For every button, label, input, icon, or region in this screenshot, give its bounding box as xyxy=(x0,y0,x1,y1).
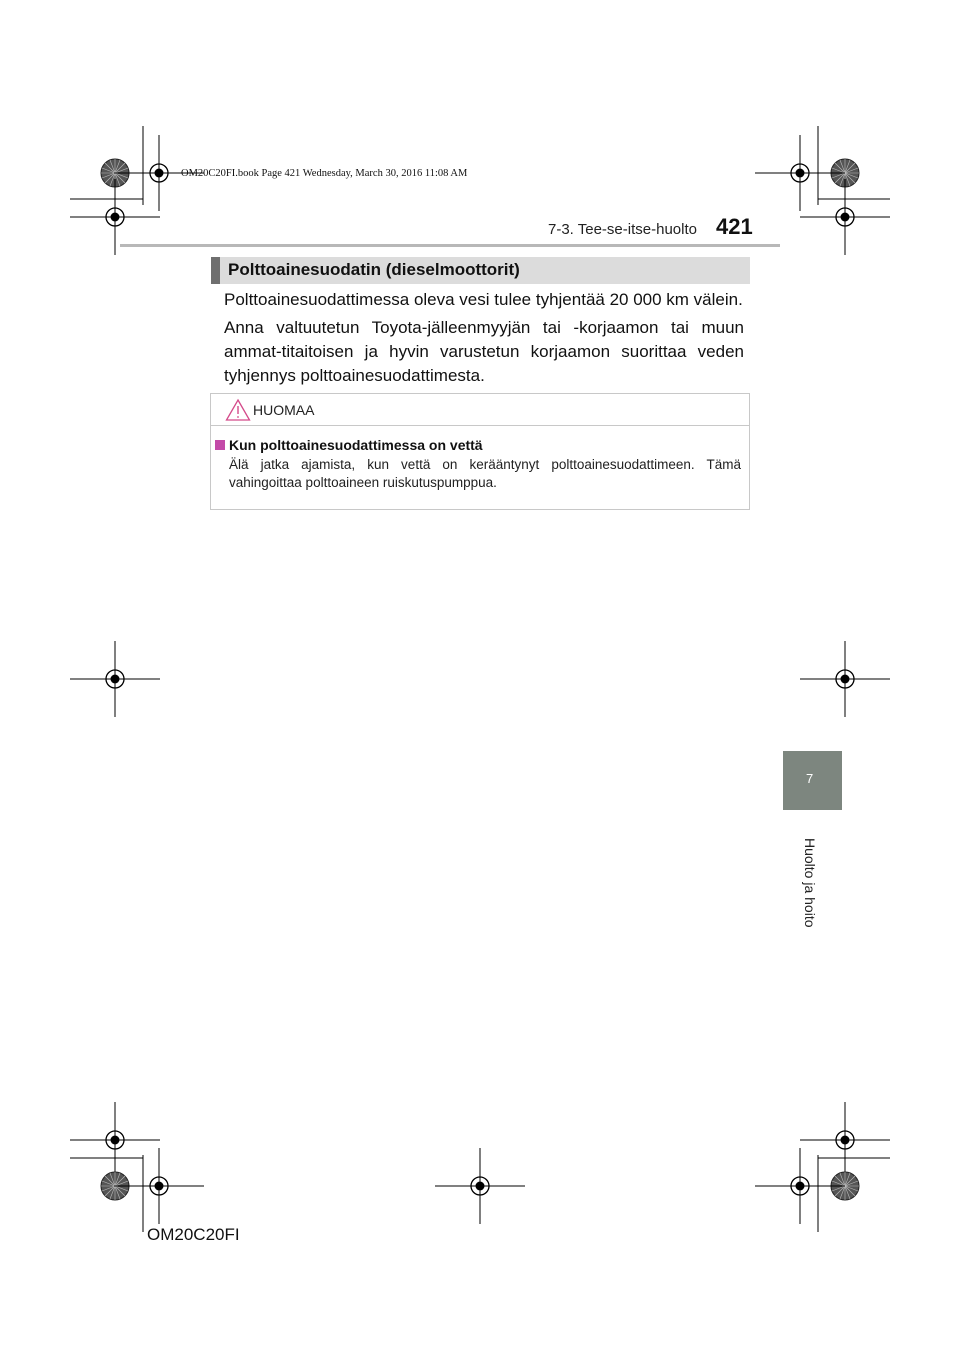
book-info-line: OM20C20FI.book Page 421 Wednesday, March 30, 2016 11:08 AM xyxy=(181,168,468,179)
chapter-tab xyxy=(783,751,842,810)
paragraph-interval: Polttoainesuodattimessa oleva vesi tulee tyhjentää 20 000 km välein. xyxy=(224,290,743,309)
square-bullet-icon xyxy=(215,440,225,450)
notice-subheading-text: Kun polttoainesuodattimessa on vettä xyxy=(229,437,483,453)
notice-header xyxy=(211,394,749,426)
paragraph-dealer: Anna valtuutetun Toyota-jälleenmyyjän tai -korjaamon tai muun ammat-titaitoisen ja hyvin varustetun korjaamon suorittaa veden tyhjennys polttoainesuodattimesta. xyxy=(224,318,744,385)
chapter-number: 7 xyxy=(806,771,814,786)
page-number: 421 xyxy=(716,214,753,239)
footer-code: OM20C20FI xyxy=(147,1225,240,1244)
section-header xyxy=(211,257,750,284)
section-title: Polttoainesuodatin (dieselmoottorit) xyxy=(228,260,520,279)
notice-body: Älä jatka ajamista, kun vettä on kerääntynyt polttoainesuodattimeen. Tämä vahingoittaa polttoaineen ruiskutuspumppua. xyxy=(229,457,741,490)
section-reference: 7-3. Tee-se-itse-huolto xyxy=(548,221,697,238)
notice-box xyxy=(210,393,750,510)
chapter-label: Huolto ja hoito xyxy=(802,838,818,928)
notice-subheading xyxy=(215,437,483,453)
notice-title: HUOMAA xyxy=(253,402,315,418)
warning-icon xyxy=(225,398,251,422)
header-rule xyxy=(120,244,780,247)
